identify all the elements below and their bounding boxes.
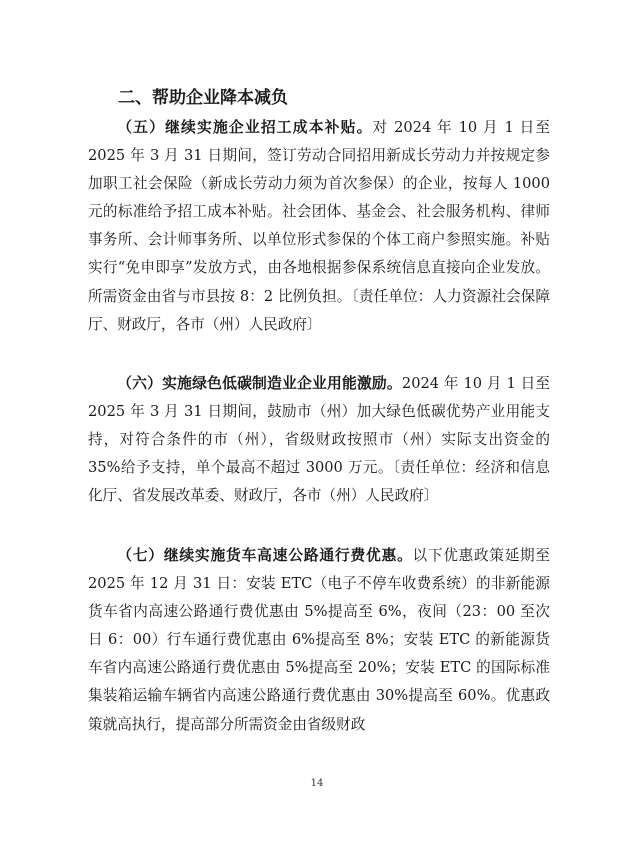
paragraph-recruitment-subsidy [88,114,550,339]
paragraph-body: 对 2024 年 10 月 1 日至 2025 年 3 月 31 日期间，签订劳动合同招用新成长劳动力并按规定参加职工社会保险（新成长劳动力须为首次参保）的企业，按每人 1000 元的标准给予招工成本补贴。社会团体、基金会、社会服务机构、律师事务所、会计师事务所、以单位形式参保的个体工商户参照实施。补贴实行“免申即享”发放方式，由各地根据参保系统信息直接向企业发放。所需资金由省与市县按 8：2 比例负担。〔责任单位：人力资源社会保障厅、财政厅，各市（州）人民政府〕 [88,119,550,333]
paragraph-truck-toll-discount [88,542,550,739]
paragraph-lead: （七）继续实施货车高速公路通行费优惠。 [117,547,413,564]
paragraph-body: 以下优惠政策延期至 2025 年 12 月 31 日：安装 ETC（电子不停车收费系统）的非新能源货车省内高速公路通行费优惠由 5%提高至 6%，夜间（23：00 至次日 6：00）行车通行费优惠由 6%提高至 8%；安装 ETC 的新能源货车省内高速公路通行费优惠由 5%提高至 20%；安装 ETC 的国际标准集装箱运输车辆省内高速公路通行费优惠由 30%提高至 60%。优惠政策就高执行，提高部分所需资金由省级财政 [88,547,550,733]
paragraph-lead: （五）继续实施企业招工成本补贴。 [117,119,373,136]
paragraph-lead: （六）实施绿色低碳制造业企业用能激励。 [117,375,402,392]
page-number: 14 [310,778,324,789]
paragraph-green-energy-incentive [88,370,550,510]
section-heading: 二、帮助企业降本减负 [118,88,288,108]
paragraph-body: 2024 年 10 月 1 日至 2025 年 3 月 31 日期间，鼓励市（州）加大绿色低碳优势产业用能支持，对符合条件的市（州），省级财政按照市（州）实际支出资金的 35%给予支持，单个最高不超过 3000 万元。〔责任单位：经济和信息化厅、省发展改革委、财政厅，各市（州）人民政府〕 [88,375,550,505]
